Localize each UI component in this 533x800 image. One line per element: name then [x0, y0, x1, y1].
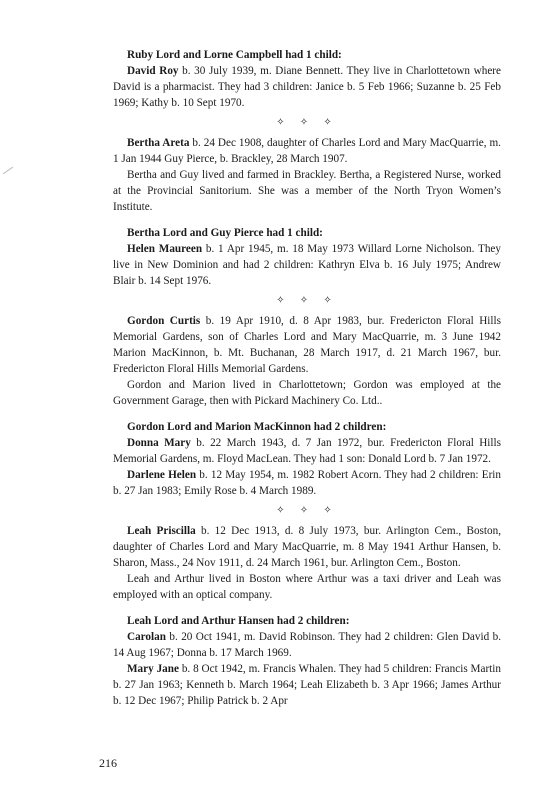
entry-paragraph — [113, 467, 501, 499]
entry-text: b. 19 Apr 1910, d. 8 Apr 1983, bur. Fredericton Floral Hills Memorial Gardens, son of Charles Lord and Mary MacQuarrie, m. 3 June 1942 Marion MacKinnon, b. Mt. Buchanan, 28 March 1917, d. 21 March 1967, bur. Fredericton Floral Hills Memorial Gardens. — [113, 315, 501, 375]
entry-text: b. 22 March 1943, d. 7 Jan 1972, bur. Fredericton Floral Hills Memorial Gardens, m. Floyd MacLean. They had 1 son: Donald Lord b. 7 Jan 1972. — [113, 437, 501, 465]
person-name: Donna Mary — [127, 437, 191, 449]
person-name: Carolan — [127, 631, 166, 643]
spacer — [113, 603, 501, 613]
person-name: Helen Maureen — [127, 243, 203, 255]
section-ruby-lord — [113, 47, 501, 111]
entry-paragraph — [113, 135, 501, 167]
section-leah-children — [113, 613, 501, 709]
section-bertha-areta — [113, 135, 501, 215]
entry-paragraph — [113, 435, 501, 467]
entry-text: b. 1 Apr 1945, m. 18 May 1973 Willard Lorne Nicholson. They live in New Dominion and had 2 children: Kathryn Elva b. 16 July 1975; Andrew Blair b. 14 Sept 1976. — [113, 243, 501, 287]
entry-paragraph: Gordon and Marion lived in Charlottetown; Gordon was employed at the Government Garage, then with Pickard Machinery Co. Ltd.. — [113, 379, 501, 407]
entry-paragraph: Bertha and Guy lived and farmed in Brackley. Bertha, a Registered Nurse, worked at the Provincial Sanitorium. She was a member of the North Tryon Women’s Institute. — [113, 169, 501, 213]
entry-text: b. 8 Oct 1942, m. Francis Whalen. They had 5 children: Francis Martin b. 27 Jan 1963; Kenneth b. March 1964; Leah Elizabeth b. 3 Apr 1966; James Arthur b. 12 Dec 1967; Philip Patrick b. 2 Apr — [113, 663, 501, 707]
person-name: Mary Jane — [127, 663, 179, 675]
section-gordon-children — [113, 419, 501, 499]
section-leah-priscilla — [113, 523, 501, 603]
entry-paragraph — [113, 241, 501, 289]
person-name: Darlene Helen — [127, 469, 197, 481]
entry-paragraph: Leah and Arthur lived in Boston where Arthur was a taxi driver and Leah was employed with an optical company. — [113, 573, 501, 601]
person-name: Leah Priscilla — [127, 525, 196, 537]
entry-paragraph — [113, 313, 501, 377]
spacer — [113, 409, 501, 419]
section-bertha-children — [113, 225, 501, 289]
section-ornament: ✧ ✧ ✧ — [276, 505, 338, 516]
section-heading: Ruby Lord and Lorne Campbell had 1 child: — [127, 49, 342, 61]
margin-mark — [3, 167, 13, 175]
entry-paragraph — [113, 63, 501, 111]
section-heading: Leah Lord and Arthur Hansen had 2 children: — [127, 615, 350, 627]
entry-text: b. 24 Dec 1908, daughter of Charles Lord and Mary MacQuarrie, m. 1 Jan 1944 Guy Pierce, b. Brackley, 28 March 1907. — [113, 137, 501, 165]
section-gordon-curtis — [113, 313, 501, 409]
person-name: Bertha Areta — [127, 137, 190, 149]
person-name: David Roy — [127, 65, 179, 77]
entry-text: b. 12 May 1954, m. 1982 Robert Acorn. They had 2 children: Erin b. 27 Jan 1983; Emily Rose b. 4 March 1989. — [113, 469, 501, 497]
person-name: Gordon Curtis — [127, 315, 201, 327]
section-heading: Bertha Lord and Guy Pierce had 1 child: — [127, 227, 323, 239]
page-number: 216 — [99, 756, 117, 770]
entry-text: b. 20 Oct 1941, m. David Robinson. They had 2 children: Glen David b. 14 Aug 1967; Donna b. 17 March 1969. — [113, 631, 501, 659]
section-ornament: ✧ ✧ ✧ — [276, 295, 338, 306]
entry-paragraph — [113, 661, 501, 709]
section-heading: Gordon Lord and Marion MacKinnon had 2 children: — [127, 421, 387, 433]
entry-paragraph — [113, 629, 501, 661]
section-ornament: ✧ ✧ ✧ — [276, 117, 338, 128]
entry-paragraph — [113, 523, 501, 571]
spacer — [113, 215, 501, 225]
page-body — [113, 47, 501, 709]
entry-text: b. 12 Dec 1913, d. 8 July 1973, bur. Arlington Cem., Boston, daughter of Charles Lord and Mary MacQuarrie, m. 8 May 1941 Arthur Hansen, b. Sharon, Mass., 24 Nov 1911, d. 24 March 1961, bur. Arlington Cem., Boston. — [113, 525, 501, 569]
entry-text: b. 30 July 1939, m. Diane Bennett. They live in Charlottetown where David is a pharmacist. They had 3 children: Janice b. 5 Feb 1966; Suzanne b. 25 Feb 1969; Kathy b. 10 Sept 1970. — [113, 65, 501, 109]
